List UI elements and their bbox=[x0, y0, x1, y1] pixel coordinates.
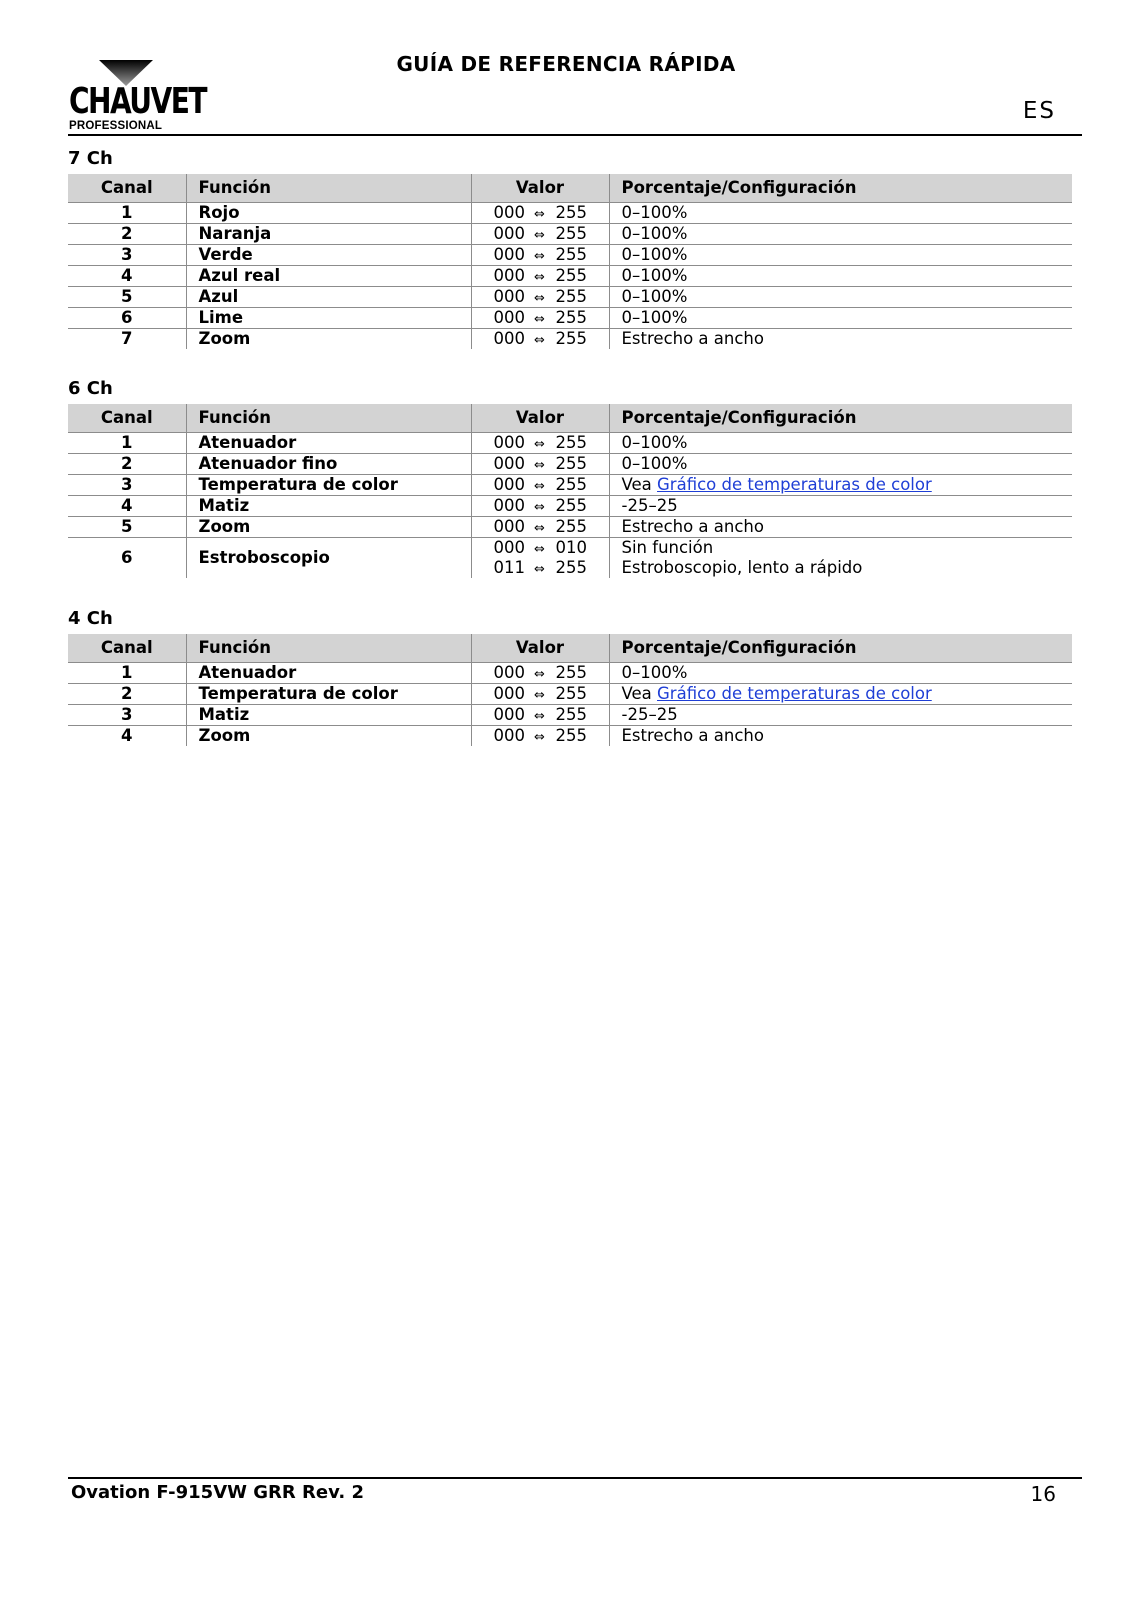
range-high: 255 bbox=[555, 433, 587, 452]
table-row bbox=[68, 245, 1072, 266]
table-row bbox=[68, 726, 1072, 747]
value-range bbox=[471, 726, 609, 747]
setting-line bbox=[622, 705, 1073, 725]
channel-number: 5 bbox=[68, 517, 186, 538]
range-high: 255 bbox=[555, 705, 587, 724]
range-high: 255 bbox=[555, 245, 587, 264]
double-arrow-icon: ⇔ bbox=[534, 667, 545, 682]
range-high: 255 bbox=[555, 558, 587, 577]
range-high: 255 bbox=[555, 496, 587, 515]
range-low: 000 bbox=[493, 329, 525, 348]
setting-line bbox=[622, 663, 1073, 683]
value-range-line bbox=[494, 705, 609, 725]
function-name: Temperatura de color bbox=[186, 475, 471, 496]
value-range bbox=[471, 308, 609, 329]
setting-line bbox=[622, 475, 1073, 495]
channel-number: 3 bbox=[68, 705, 186, 726]
setting-text: Estrecho a ancho bbox=[621, 517, 764, 536]
channel-number: 4 bbox=[68, 266, 186, 287]
channel-number: 1 bbox=[68, 433, 186, 454]
function-name: Lime bbox=[186, 308, 471, 329]
channel-number: 7 bbox=[121, 329, 133, 348]
header-divider bbox=[68, 134, 1082, 136]
setting bbox=[609, 538, 1072, 579]
footer-document-name: Ovation F-915VW GRR Rev. 2 bbox=[71, 1482, 364, 1503]
setting-text: 0–100% bbox=[621, 454, 688, 473]
table-row bbox=[68, 224, 1072, 245]
table-row bbox=[68, 454, 1072, 475]
range-low: 000 bbox=[493, 663, 525, 682]
value-range-line bbox=[494, 433, 609, 453]
setting-text: 0–100% bbox=[621, 287, 688, 306]
value-range-line bbox=[494, 475, 609, 495]
value-range-line bbox=[494, 558, 609, 578]
dmx-table bbox=[68, 404, 1072, 578]
range-high: 255 bbox=[555, 203, 587, 222]
setting-text: Vea bbox=[621, 684, 658, 703]
channel-number: 5 bbox=[68, 287, 186, 308]
logo-subtitle: PROFESSIONAL bbox=[69, 120, 163, 132]
setting-text: 0–100% bbox=[621, 266, 688, 285]
table-row bbox=[68, 203, 1072, 224]
range-high: 255 bbox=[555, 308, 587, 327]
range-low: 000 bbox=[493, 454, 525, 473]
setting-line bbox=[622, 517, 1073, 537]
double-arrow-icon: ⇔ bbox=[534, 521, 545, 536]
value-range bbox=[471, 329, 609, 350]
value-range-line bbox=[494, 496, 609, 516]
section-title: 6 Ch bbox=[68, 378, 113, 399]
function-name: Matiz bbox=[186, 705, 471, 726]
language-code: ES bbox=[1022, 98, 1056, 124]
color-temperature-chart-link[interactable]: Gráfico de temperaturas de color bbox=[657, 684, 932, 703]
channel-number: 6 bbox=[121, 548, 133, 567]
double-arrow-icon: ⇔ bbox=[534, 500, 545, 515]
section-title: 7 Ch bbox=[68, 148, 113, 169]
range-low: 000 bbox=[493, 496, 525, 515]
section-0 bbox=[68, 146, 1072, 349]
range-high: 255 bbox=[555, 454, 587, 473]
value-range-line bbox=[494, 684, 609, 704]
value-range bbox=[471, 433, 609, 454]
double-arrow-icon: ⇔ bbox=[534, 542, 545, 557]
function-name: Zoom bbox=[186, 517, 471, 538]
table-row bbox=[68, 496, 1072, 517]
setting-text: 0–100% bbox=[621, 308, 688, 327]
channel-number: 4 bbox=[68, 496, 186, 517]
function-name: Atenuador bbox=[186, 433, 471, 454]
channel-number: 3 bbox=[68, 245, 186, 266]
setting bbox=[609, 245, 1072, 266]
value-range bbox=[471, 287, 609, 308]
range-low: 000 bbox=[493, 538, 525, 557]
double-arrow-icon: ⇔ bbox=[534, 333, 545, 348]
setting-line bbox=[622, 684, 1073, 704]
value-range-line bbox=[494, 454, 609, 474]
setting-line bbox=[622, 538, 1073, 558]
range-low: 000 bbox=[493, 517, 525, 536]
value-range-line bbox=[494, 203, 609, 223]
value-range-line bbox=[494, 663, 609, 683]
range-high: 255 bbox=[555, 684, 587, 703]
column-header-valor: Valor bbox=[471, 404, 609, 433]
color-temperature-chart-link[interactable]: Gráfico de temperaturas de color bbox=[657, 475, 932, 494]
range-low: 000 bbox=[493, 203, 525, 222]
table-row bbox=[68, 663, 1072, 684]
range-low: 000 bbox=[493, 308, 525, 327]
setting-text: -25–25 bbox=[621, 496, 678, 515]
setting bbox=[609, 475, 1072, 496]
dmx-table bbox=[68, 634, 1072, 746]
function-name: Verde bbox=[186, 245, 471, 266]
double-arrow-icon: ⇔ bbox=[534, 458, 545, 473]
value-range bbox=[471, 454, 609, 475]
setting-text: Vea bbox=[621, 475, 658, 494]
double-arrow-icon: ⇔ bbox=[534, 437, 545, 452]
table-row bbox=[68, 538, 1072, 579]
function-name: Atenuador fino bbox=[186, 454, 471, 475]
setting-line bbox=[622, 224, 1073, 244]
range-high: 255 bbox=[555, 266, 587, 285]
setting bbox=[609, 433, 1072, 454]
range-low: 000 bbox=[493, 475, 525, 494]
range-low: 000 bbox=[493, 705, 525, 724]
double-arrow-icon: ⇔ bbox=[534, 688, 545, 703]
setting bbox=[609, 726, 1072, 747]
range-high: 255 bbox=[555, 517, 587, 536]
value-range-line bbox=[494, 517, 609, 537]
value-range-line bbox=[494, 329, 609, 349]
value-range-line bbox=[494, 266, 609, 286]
setting-line bbox=[622, 308, 1073, 328]
setting-text: 0–100% bbox=[621, 245, 688, 264]
footer-page-number: 16 bbox=[1030, 1482, 1056, 1506]
column-header-canal: Canal bbox=[68, 174, 186, 203]
range-low: 000 bbox=[493, 684, 525, 703]
setting-line bbox=[622, 454, 1073, 474]
footer-divider bbox=[68, 1477, 1082, 1479]
setting bbox=[609, 705, 1072, 726]
table-row bbox=[68, 705, 1072, 726]
column-header-valor: Valor bbox=[471, 174, 609, 203]
value-range bbox=[471, 203, 609, 224]
double-arrow-icon: ⇔ bbox=[534, 207, 545, 222]
double-arrow-icon: ⇔ bbox=[534, 228, 545, 243]
value-range bbox=[471, 475, 609, 496]
function-name: Naranja bbox=[186, 224, 471, 245]
setting bbox=[609, 329, 1072, 350]
function-name: Matiz bbox=[186, 496, 471, 517]
column-header-funcion: Función bbox=[186, 404, 471, 433]
table-row bbox=[68, 517, 1072, 538]
logo-wordmark: CHAUVET bbox=[69, 81, 206, 122]
setting-text: Estrecho a ancho bbox=[621, 329, 764, 348]
double-arrow-icon: ⇔ bbox=[534, 730, 545, 745]
setting-line bbox=[622, 726, 1073, 746]
value-range bbox=[471, 496, 609, 517]
range-high: 255 bbox=[555, 287, 587, 306]
setting bbox=[609, 454, 1072, 475]
value-range-line bbox=[494, 287, 609, 307]
setting-text: Sin función bbox=[621, 538, 714, 557]
function-name: Azul real bbox=[186, 266, 471, 287]
setting-text: Estrecho a ancho bbox=[621, 726, 764, 745]
setting-text: -25–25 bbox=[621, 705, 678, 724]
range-low: 000 bbox=[493, 433, 525, 452]
setting bbox=[609, 517, 1072, 538]
channel-number: 2 bbox=[68, 684, 186, 705]
double-arrow-icon: ⇔ bbox=[534, 270, 545, 285]
double-arrow-icon: ⇔ bbox=[534, 291, 545, 306]
range-high: 255 bbox=[555, 329, 587, 348]
setting bbox=[609, 287, 1072, 308]
value-range bbox=[471, 517, 609, 538]
setting bbox=[609, 663, 1072, 684]
channel-number: 1 bbox=[68, 663, 186, 684]
channel-number: 3 bbox=[68, 475, 186, 496]
value-range bbox=[471, 538, 609, 579]
channel-number: 4 bbox=[121, 726, 133, 745]
value-range-line bbox=[494, 726, 609, 746]
section-1 bbox=[68, 376, 1072, 578]
setting bbox=[609, 203, 1072, 224]
table-row bbox=[68, 433, 1072, 454]
channel-number: 6 bbox=[68, 308, 186, 329]
value-range bbox=[471, 245, 609, 266]
range-low: 000 bbox=[493, 726, 525, 745]
channel-number: 1 bbox=[68, 203, 186, 224]
table-row bbox=[68, 684, 1072, 705]
column-header-funcion: Función bbox=[186, 634, 471, 663]
table-row bbox=[68, 475, 1072, 496]
value-range bbox=[471, 224, 609, 245]
setting-line bbox=[622, 558, 1073, 578]
range-high: 255 bbox=[555, 224, 587, 243]
value-range bbox=[471, 663, 609, 684]
table-row bbox=[68, 287, 1072, 308]
function-name: Estroboscopio bbox=[186, 538, 471, 579]
range-low: 011 bbox=[493, 558, 525, 577]
column-header-canal: Canal bbox=[68, 634, 186, 663]
setting-line bbox=[622, 245, 1073, 265]
double-arrow-icon: ⇔ bbox=[534, 709, 545, 724]
function-name: Rojo bbox=[186, 203, 471, 224]
setting-line bbox=[622, 496, 1073, 516]
column-header-funcion: Función bbox=[186, 174, 471, 203]
function-name: Zoom bbox=[186, 726, 471, 747]
section-2 bbox=[68, 606, 1072, 746]
value-range-line bbox=[494, 538, 609, 558]
value-range-line bbox=[494, 308, 609, 328]
document-title: GUÍA DE REFERENCIA RÁPIDA bbox=[396, 52, 736, 76]
setting-line bbox=[622, 329, 1073, 349]
setting-text: 0–100% bbox=[621, 663, 688, 682]
double-arrow-icon: ⇔ bbox=[534, 562, 545, 577]
double-arrow-icon: ⇔ bbox=[534, 479, 545, 494]
function-name: Temperatura de color bbox=[186, 684, 471, 705]
value-range-line bbox=[494, 224, 609, 244]
range-high: 010 bbox=[555, 538, 587, 557]
table-row bbox=[68, 308, 1072, 329]
range-low: 000 bbox=[493, 224, 525, 243]
range-low: 000 bbox=[493, 245, 525, 264]
double-arrow-icon: ⇔ bbox=[534, 312, 545, 327]
setting-line bbox=[622, 203, 1073, 223]
column-header-porcentaje: Porcentaje/Configuración bbox=[609, 404, 1072, 433]
value-range bbox=[471, 266, 609, 287]
column-header-valor: Valor bbox=[471, 634, 609, 663]
range-high: 255 bbox=[555, 726, 587, 745]
setting bbox=[609, 266, 1072, 287]
section-title: 4 Ch bbox=[68, 608, 113, 629]
value-range-line bbox=[494, 245, 609, 265]
setting bbox=[609, 308, 1072, 329]
setting-line bbox=[622, 266, 1073, 286]
column-header-canal: Canal bbox=[68, 404, 186, 433]
channel-number: 2 bbox=[68, 224, 186, 245]
range-high: 255 bbox=[555, 663, 587, 682]
double-arrow-icon: ⇔ bbox=[534, 249, 545, 264]
dmx-table bbox=[68, 174, 1072, 349]
column-header-porcentaje: Porcentaje/Configuración bbox=[609, 634, 1072, 663]
setting-text: 0–100% bbox=[621, 203, 688, 222]
range-high: 255 bbox=[555, 475, 587, 494]
range-low: 000 bbox=[493, 287, 525, 306]
function-name: Zoom bbox=[186, 329, 471, 350]
value-range bbox=[471, 705, 609, 726]
range-low: 000 bbox=[493, 266, 525, 285]
setting bbox=[609, 224, 1072, 245]
table-row bbox=[68, 266, 1072, 287]
function-name: Azul bbox=[186, 287, 471, 308]
setting-line bbox=[622, 433, 1073, 453]
setting-text: Estroboscopio, lento a rápido bbox=[621, 558, 863, 577]
channel-number: 2 bbox=[68, 454, 186, 475]
table-row bbox=[68, 329, 1072, 350]
setting-text: 0–100% bbox=[621, 433, 688, 452]
value-range bbox=[471, 684, 609, 705]
setting-text: 0–100% bbox=[621, 224, 688, 243]
column-header-porcentaje: Porcentaje/Configuración bbox=[609, 174, 1072, 203]
setting bbox=[609, 496, 1072, 517]
setting bbox=[609, 684, 1072, 705]
function-name: Atenuador bbox=[186, 663, 471, 684]
setting-line bbox=[622, 287, 1073, 307]
